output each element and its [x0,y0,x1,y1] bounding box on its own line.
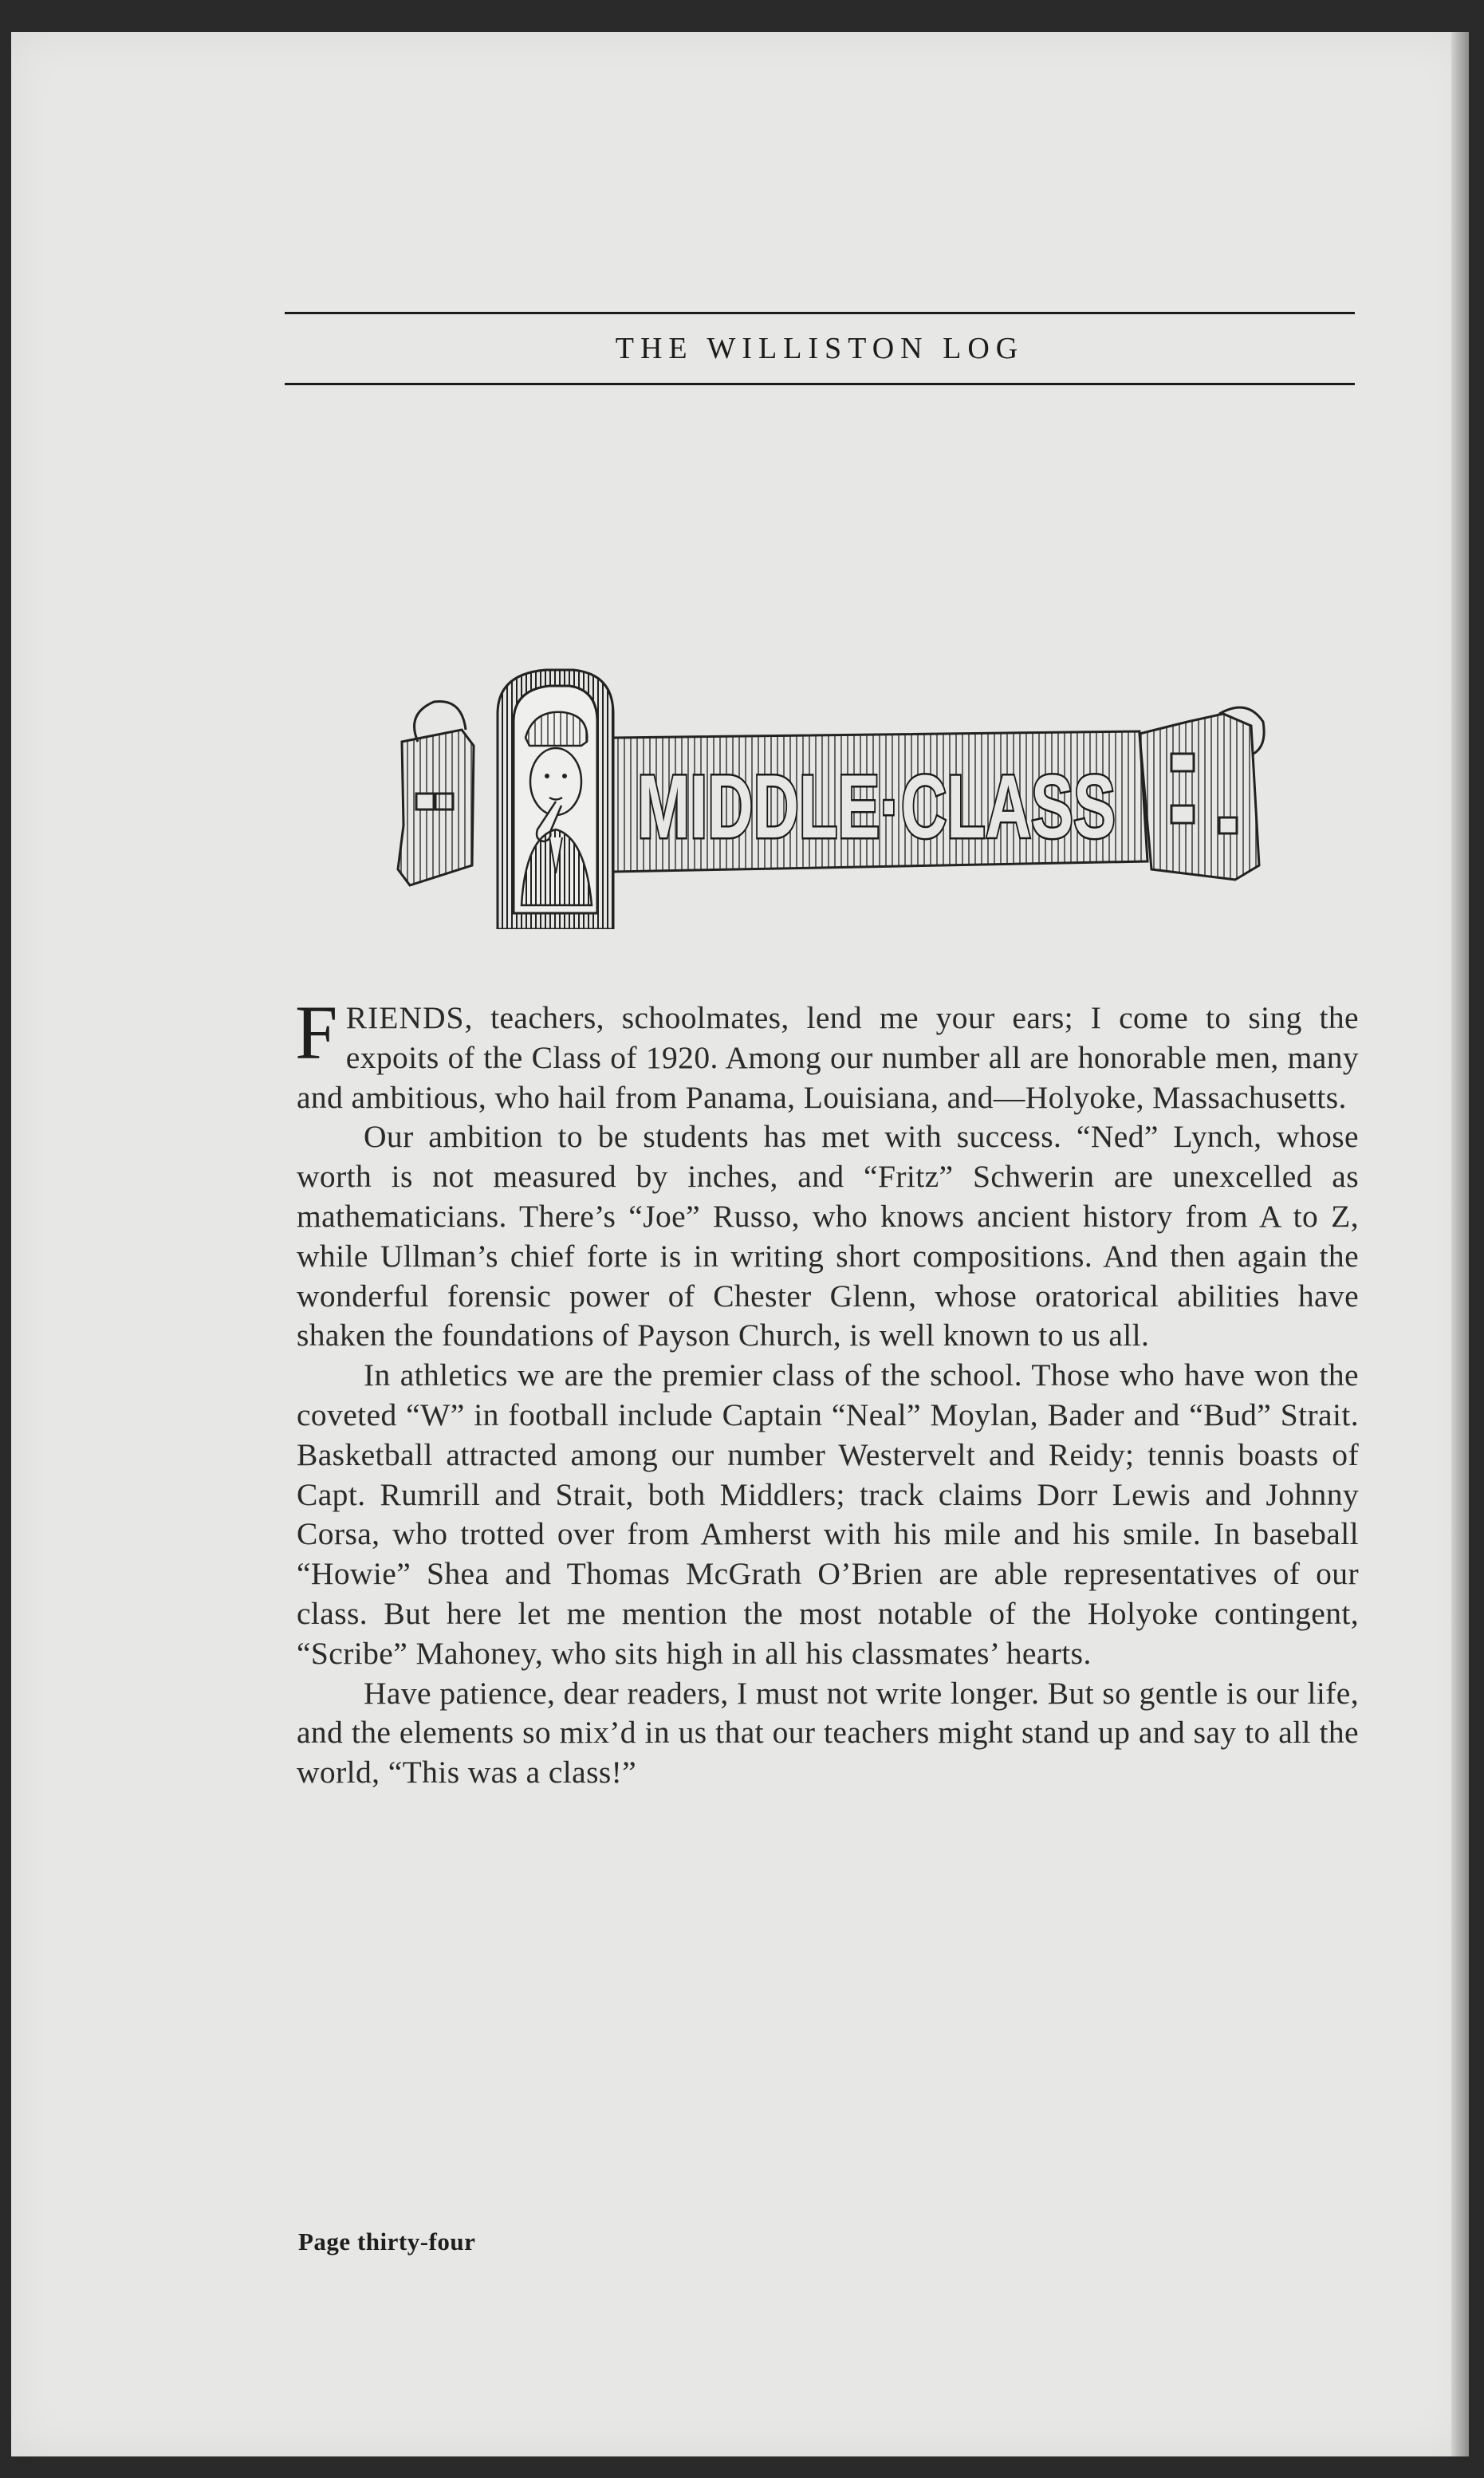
scroll-right-end [1140,707,1264,880]
ribbon [613,731,1147,872]
paragraph-1-text: teachers, schoolmates, lend me your ears; I come to sing the expoits of the Class of 1920. Among our number all are honorable men, many and ambitious, who hail from Panama, Louisiana, and—Holyoke, Massachusetts. [297,1000,1359,1115]
header-bottom-rule [285,383,1355,385]
portrait-frame [498,670,613,929]
middle-class-banner [386,666,1275,929]
header-top-rule [285,312,1355,314]
page-edge-shadow [1451,32,1469,2456]
page-number: Page thirty-four [298,2228,476,2255]
paragraph-4: Have patience, dear readers, I must not write longer. But so gentle is our life, and the elements so mix’d in us that our teachers might stand up and say to all the world, “This was a class!” [297,1675,1359,1791]
running-head: THE WILLISTON LOG [615,332,1025,365]
paragraph-2: Our ambition to be students has met with success. “Ned” Lynch, whose worth is not measured by inches, and “Fritz” Schwerin are unexcelled as mathematicians. There’s “Joe” Russo, who knows ancient history from A to Z, while Ullman’s chief forte is in writing short compositions. And then again the wonderful forensic power of Chester Glenn, whose oratorical abilities have shaken the foundations of Payson Church, is well known to us all. [297,1119,1359,1353]
banner-title: MIDDLE·CLASS [637,757,1116,857]
drop-cap: F [295,990,338,1075]
paragraph-3: In athletics we are the premier class of the school. Those who have won the coveted “W” in football include Captain “Neal” Moylan, Bader and “Bud” Strait. Basketball attracted among our number Westervelt and Reidy; tennis boasts of Capt. Rumrill and Strait, both Middlers; track claims Dorr Lewis and Johnny Corsa, who trotted over from Amherst with his mile and his smile. In baseball “Howie” Shea and Thomas McGrath O’Brien are able representatives of our class. But here let me mention the most notable of the Holyoke contingent, “Scribe” Mahoney, who sits high in all his classmates’ hearts. [297,1357,1359,1671]
scroll-left-end [398,701,474,885]
article-body [295,990,1359,1793]
first-word-rest: RIENDS, [345,1000,474,1035]
paragraph-1 [295,990,1359,1117]
yearbook-page [11,32,1469,2456]
